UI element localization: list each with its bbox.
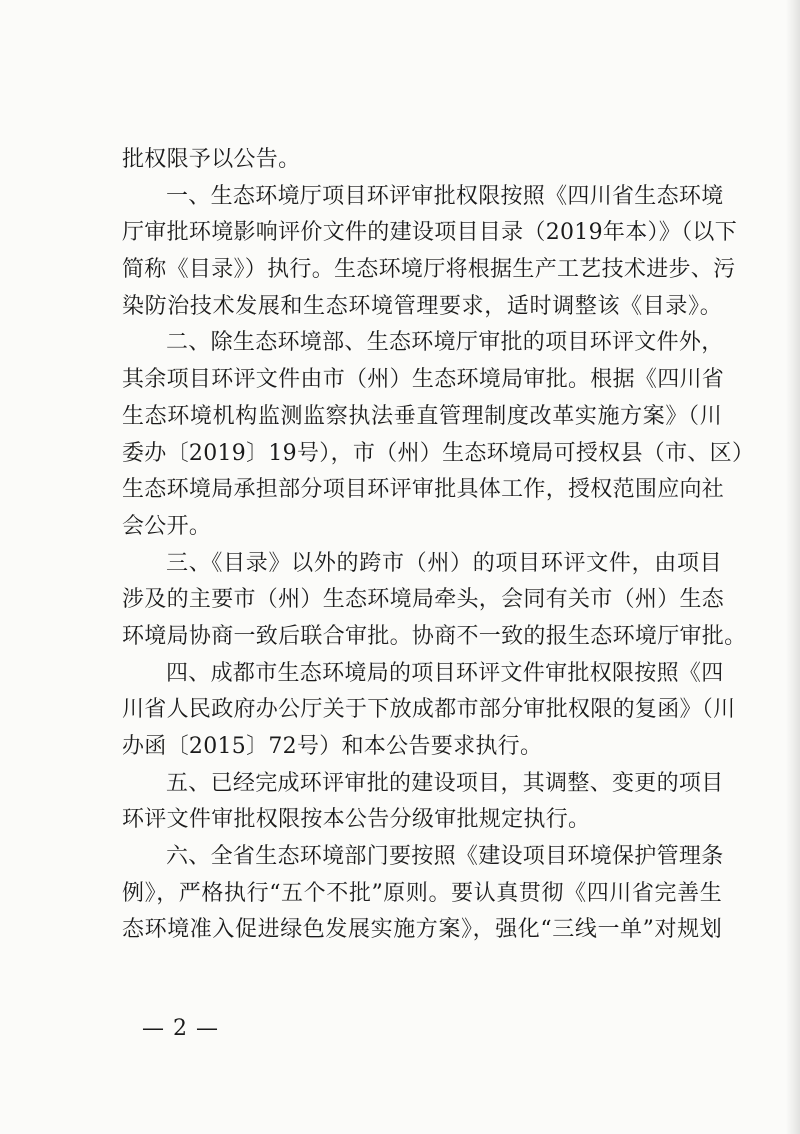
text-line: 环境局协商一致后联合审批。协商不一致的报生态环境厅审批。: [122, 623, 747, 649]
text-line: 六、全省生态环境部门要按照《建设项目环境保护管理条: [166, 844, 724, 870]
text-line: 二、除生态环境部、生态环境厅审批的项目环评文件外，: [166, 330, 724, 356]
text-line: 态环境准入促进绿色发展实施方案》，强化“三线一单”对规划: [122, 917, 722, 943]
text-line: 四、成都市生态环境局的项目环评文件审批权限按照《四: [166, 660, 724, 686]
scan-edge-shadow: [786, 0, 800, 1134]
text-line: 批权限予以公告。: [122, 147, 301, 172]
text-line: 会公开。: [122, 513, 212, 539]
text-line: 川省人民政府办公厅关于下放成都市部分审批权限的复函》（川: [122, 697, 736, 723]
text-line: 染防治技术发展和生态环境管理要求，适时调整该《目录》。: [122, 293, 722, 319]
text-line: 委办〔2019〕19号），市（州）生态环境局可授权县（市、区）: [122, 440, 755, 466]
body-text: [122, 142, 755, 949]
text-line: 涉及的主要市（州）生态环境局牵头，会同有关市（州）生态: [122, 587, 725, 613]
text-line: 简称《目录》）执行。生态环境厅将根据生产工艺技术进步、污: [122, 257, 736, 283]
text-line: 一、生态环境厅项目环评审批权限按照《四川省生态环境: [166, 183, 724, 209]
text-line: 其余项目环评文件由市（州）生态环境局审批。根据《四川省: [122, 367, 725, 393]
text-line: 三、《目录》以外的跨市（州）的项目环评文件，由项目: [166, 550, 722, 576]
text-line: 生态环境机构监测监察执法垂直管理制度改革实施方案》（川: [122, 403, 722, 429]
text-line: 生态环境局承担部分项目环评审批具体工作，授权范围应向社: [122, 477, 725, 503]
text-line: 厅审批环境影响评价文件的建设项目目录（2019年本）》（以下: [122, 220, 737, 246]
text-line: 例》，严格执行“五个不批”原则。要认真贯彻《四川省完善生: [122, 880, 722, 906]
text-line: 办函〔2015〕72号）和本公告要求执行。: [122, 734, 543, 759]
text-line: 五、已经完成环评审批的建设项目，其调整、变更的项目: [166, 770, 724, 796]
text-line: 环评文件审批权限按本公告分级审批规定执行。: [122, 807, 591, 833]
page-number: — 2 —: [142, 1016, 219, 1041]
